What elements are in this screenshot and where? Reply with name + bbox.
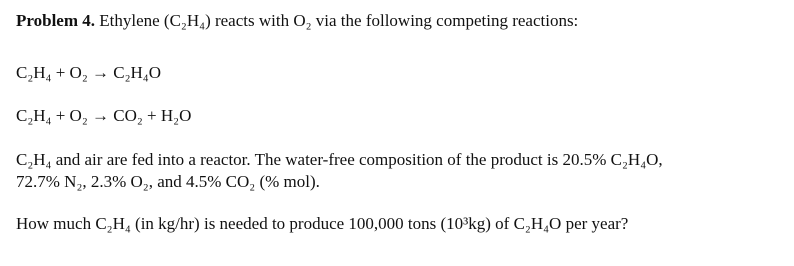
question-text: How much C₂H₄ (in kg/hr) is needed to produce 100,000 tons (10³kg) of C₂H₄O per year? [16, 214, 629, 233]
problem-heading: Problem 4. [16, 11, 96, 30]
reaction-1: C₂H₄ + O₂ → C₂H₄O [16, 63, 162, 82]
problem-intro: Ethylene (C₂H₄) reacts with O₂ via the following competing reactions: [99, 11, 579, 30]
composition-line-1: C₂H₄ and air are fed into a reactor. The water-free composition of the product is 20.5% C₂H₄O, [16, 150, 663, 169]
reaction-2: C₂H₄ + O₂ → CO₂ + H₂O [16, 106, 192, 125]
problem-statement [16, 11, 578, 31]
composition-line-2: 72.7% N₂, 2.3% O₂, and 4.5% CO₂ (% mol). [16, 172, 320, 191]
